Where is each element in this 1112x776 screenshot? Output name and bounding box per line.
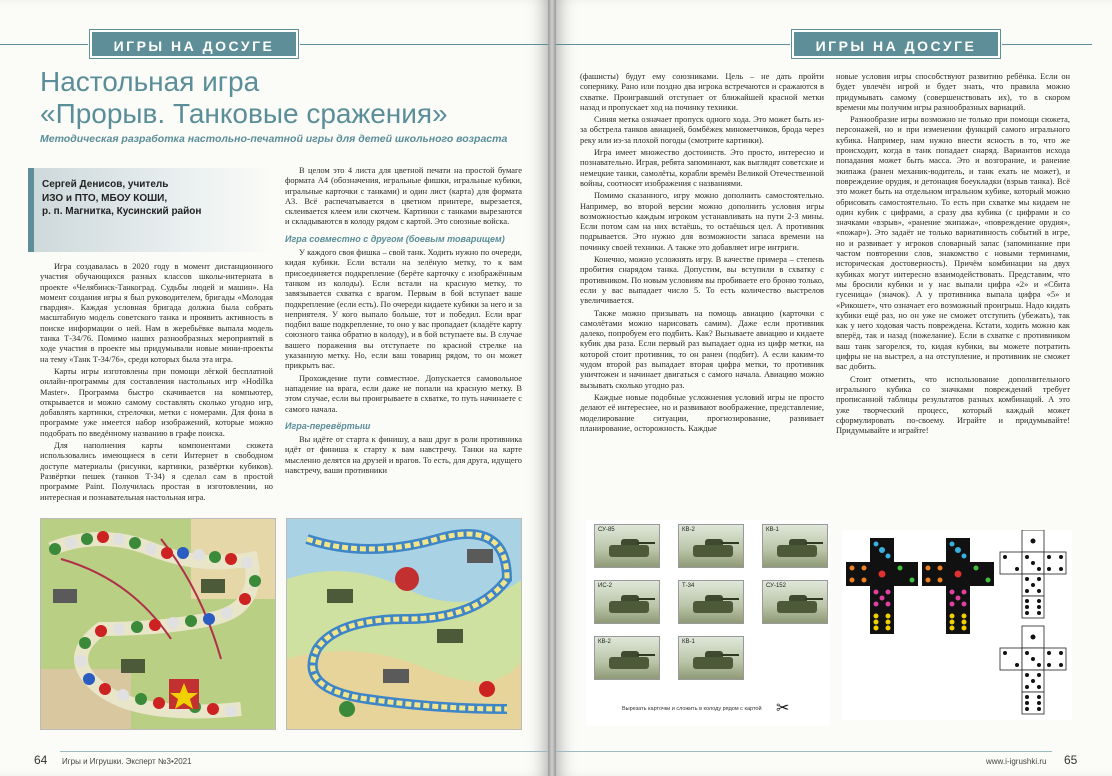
tank-card-label: ИС-2 bbox=[598, 583, 612, 589]
tank-card bbox=[594, 580, 660, 624]
header-rule bbox=[1002, 44, 1092, 45]
tank-card-label: СУ-152 bbox=[766, 583, 786, 589]
tank-card bbox=[594, 636, 660, 680]
author-line: ИЗО и ПТО, МБОУ КОШИ, bbox=[42, 192, 168, 204]
left-column-2 bbox=[285, 166, 522, 512]
tank-card-label: КВ-2 bbox=[598, 639, 611, 645]
paragraph: Разнообразие игры возможно не только при помощи сюжета, персонажей, но и при изменении функций самого игрального кубика. Например, нам нужно внести ясность в то, что же происходит, когда в танк попадает снаряд. Вариантов исхода попадания может быть масса. Это и возгорание, и ранение экипажа (ранен механик-водитель, и танк ехать не может), и повреждение орудия, и детонация боеукладки (взрыв танка). Всё это может быть на отдельном игральном кубике, который можно обрисовать самостоятельно. То есть при схватке мы кидаем не один кубик с цифрами, а сразу два кубика (с цифрами и со значками «взрыв», «ранение экипажа», «повреждение орудия», «пожар»). Это задаёт не только вариативность событий в игре, но и развивает у игроков словарный запас (запоминание при частом повторении слов, знакомство с новыми терминами, историческая достоверность). Причём комбинации на двух кубиках могут интересно взаимодействовать. Представим, что мы бросили кубики и у нас выпали цифра «2» и «Сбита гусеница» (значок). А у противника выпала цифра «5» и «Рикошет», что означает его возможный проигрыш. Надо кидать кубики ещё раз, но он уже не сможет отступить (убежать), так как у него ходовая часть повреждена. Кстати, ходить можно как вперёд, так и назад (пожелание). Если в схватке с противником ваш танк загорелся, то, кидая кубики, вы можете потратить цифры не на выстрел, а на отступление, и противник не сможет вас добить. bbox=[836, 115, 1070, 372]
tank-card bbox=[678, 580, 744, 624]
tank-card-label: СУ-85 bbox=[598, 527, 615, 533]
author-line: р. п. Магнитка, Кусинский район bbox=[42, 206, 202, 217]
paragraph: (фашисты) будут ему союзниками. Цель – не дать пройти сопернику. Рано или поздно два игрока встречаются и сражаются в схватке. Проигравший отступает от ближайшей красной метки назад и пропускает ход на починку техники. bbox=[580, 72, 824, 112]
dice-nets bbox=[842, 530, 1072, 720]
game-board-2-illustration bbox=[287, 519, 522, 730]
paragraph: Помимо сказанного, игру можно дополнить самостоятельно. Например, во второй версии можно дополнить условия игры возможностью каждым игроком устанавливать на пути 2-3 мины. Если потом сам на них встаёшь, то остаёшься цел. А противник подрывается. Это нужно для возможности запаса времени на починку своей техники. А также это добавляет игре интриги. bbox=[580, 191, 824, 252]
page-number-right: 65 bbox=[1064, 753, 1078, 767]
paragraph: В целом это 4 листа для цветной печати на простой бумаге формата А4 (обозначения, игральные фишки, игральные кубики, игральные карточки с танками) и один лист (карта) для формата А3. Всё распечатывается в цветном принтере, вырезается, склеивается клеем или скотчем. Картинки с танками вырезаются и складываются в колоду рядом с картой. Это союзные войска. bbox=[285, 166, 522, 227]
footer-rule bbox=[556, 751, 1052, 752]
cards-caption: Вырезать карточки и сложить в колоду рядом с картой bbox=[622, 706, 762, 712]
article-title bbox=[40, 66, 520, 130]
section-heading: Игра-перевёртыш bbox=[285, 420, 371, 431]
tank-card bbox=[762, 524, 828, 568]
tank-card-label: КВ-2 bbox=[682, 527, 695, 533]
paragraph: Конечно, можно усложнять игру. В качестве примера – степень пробития снарядом танка. Допустим, вы вступили в схватку с противником. По новым условиям вы пробиваете его броню только, если у вас выпадает число 5. То есть количество выстрелов увеличивается. bbox=[580, 255, 824, 306]
paragraph: Каждые новые подобные усложнения условий игры не просто делают её интереснее, но и развивают воображение, представление, моделирование ситуации, прогнозирование, развивает планирование, осторожность. Каждые bbox=[580, 392, 824, 433]
tank-card bbox=[678, 636, 744, 680]
section-header-right: ИГРЫ НА ДОСУГЕ bbox=[792, 30, 1000, 58]
journal-info: Игры и Игрушки. Эксперт №3•2021 bbox=[62, 757, 192, 766]
paragraph: Стоит отметить, что использование дополнительного игрального кубика со значками повреждений требует прописанной таблицы результатов разных комбинаций. А это уже творческий процесс, который каждый может сформулировать по-своему. Играйте и придумывайте! Придумывайте и играйте! bbox=[836, 374, 1070, 436]
scissors-icon: ✂ bbox=[776, 700, 790, 717]
title-line-1: Настольная игра bbox=[40, 66, 260, 97]
paragraph: Для наполнения карты компонентами сюжета использовались имеющиеся в сети Интернет в свободном доступе материалы (рисунки, картинки, развёртки кубиков). Развёртки пешек (танков Т-34) я сделал сам в простой программе Paint. Получилась простая в изготовлении, но интересная и познавательная настольная игра. bbox=[40, 441, 273, 502]
dice-net-illustration bbox=[842, 530, 1072, 720]
game-board-map-1 bbox=[40, 518, 276, 730]
author-box bbox=[28, 168, 272, 252]
paragraph: Игра имеет множество достоинств. Это просто, интересно и познавательно. Играя, ребята запоминают, как выглядят советские и немецкие танки, самолёты, корабли времён Великой Отечественной войны, соотносят изображения с названиями. bbox=[580, 148, 824, 188]
paragraph: Вы идёте от старта к финишу, а ваш друг в роли противника идёт от финиша к старту к вам навстречу. Танки на карте мысленно делятся на друзей и врагов. То есть, для друга, идущего навстречу, ваши противники bbox=[285, 435, 522, 476]
tank-card-label: КВ-1 bbox=[682, 639, 695, 645]
right-column-1 bbox=[580, 72, 824, 512]
header-rule bbox=[300, 44, 548, 45]
right-column-2 bbox=[836, 72, 1070, 512]
section-header-left: ИГРЫ НА ДОСУГЕ bbox=[90, 30, 298, 58]
paragraph: Прохождение пути совместное. Допускается самовольное нападение на врага, если даже не попали на красную метку. В этом случае, если вы проигрываете в схватке, то путь начинаете с самого начала. bbox=[285, 373, 522, 414]
section-heading: Игра совместно с другом (боевым товарищем) bbox=[285, 233, 505, 244]
paragraph: Карты игры изготовлены при помощи лёгкой бесплатной онлайн-программы для составления настольных игр «Hodilka Master». Программа быстро скачивается на компьютер, открывается и можно самому составлять сколько угодно игр, добавлять картинки, стрелочки, метки с номерами. Для фона в программе уже имеется набор изображений, которые можно подобрать по введённому названию в графе поиска. bbox=[40, 366, 273, 438]
footer-rule bbox=[60, 751, 548, 752]
tank-card-label: КВ-1 bbox=[766, 527, 779, 533]
left-page bbox=[0, 0, 548, 776]
header-rule bbox=[556, 44, 790, 45]
author-line: Сергей Денисов, учитель bbox=[42, 179, 169, 190]
right-page bbox=[556, 0, 1112, 776]
author-text bbox=[42, 178, 201, 219]
title-line-2: «Прорыв. Танковые сражения» bbox=[40, 98, 448, 129]
tank-card-label: Т-34 bbox=[682, 583, 695, 589]
tank-card bbox=[762, 580, 828, 624]
paragraph: У каждого своя фишка – свой танк. Ходить нужно по очереди, кидая кубики. Если встали на зелёную метку, то к вам присоединяется подкрепление (берёте карточку с изображённым танком из колоды). Если встали на красную метку, то завязывается схватка с врагом. Первым в бой вступает ваше подкрепление (если есть). По очереди кидаете кубики за него и за неприятеля. У кого выпало больше, тот и победил. Если враг подбил ваше подкрепление, то оно у вас пропадает (кладёте карту союзного танка обратно в колоду), и в бой вступаете вы. В случае вашего поражения вы отступаете по красной стрелке на указанную метку. Но, если ваш товарищ рядом, то он может прикрыть вас. bbox=[285, 248, 522, 371]
tank-card bbox=[594, 524, 660, 568]
game-board-map-2 bbox=[286, 518, 522, 730]
tank-card bbox=[678, 524, 744, 568]
tank-cards-sheet bbox=[586, 520, 830, 726]
left-column-1 bbox=[40, 262, 273, 512]
paragraph: Также можно призывать на помощь авиацию (карточки с самолётами можно нарисовать самим). Даже если противник далеко, попробуем его подбить. Как? Вызываете авиацию и кидаете кубик два раза. Если первый раз выпадает одна из цифр метки, на которой стоит противник, то он ранен (подбит). А если каким-то чудом второй раз выпадает вторая цифра метки, то противник уничтожен и начинает двигаться с самого начала. Авиацию можно вызывать сколько угодно раз. bbox=[580, 308, 824, 390]
page-number-left: 64 bbox=[34, 753, 48, 767]
author-accent bbox=[28, 168, 34, 252]
header-rule bbox=[0, 44, 88, 45]
article-subtitle: Методическая разработка настольно-печатной игры для детей школьного возраста bbox=[40, 133, 508, 145]
paragraph: новые условия игры способствуют развитию ребёнка. Если он будет увлечён игрой и будет знать, что правила можно придумывать самому (совершенствовать их), то в скором времени мы получим игры разнообразных вариаций. bbox=[836, 72, 1070, 112]
website-url: www.i-igrushki.ru bbox=[986, 757, 1047, 766]
spine-gutter bbox=[548, 0, 556, 776]
paragraph: Синяя метка означает пропуск одного хода. Это может быть из-за обстрела танков авиацией, бомбёжек минометчиков, брода через реку или из-за плохой погоды (смотрите картинки). bbox=[580, 115, 824, 145]
paragraph: Игра создавалась в 2020 году в момент дистанционного участия обучающихся разных классов школы-интерната в проекте «Челябинск-Танкоград. Судьбы людей и машин». На момент создания игры я был руководителем, бригады «Молодая гвардия». Каждая условная бригада должна была собрать масштабную модель советского танка и проявить активность в поиске информации о ней. Нам в жеребьёвке выпала модель танка Т-34/76. Помимо наших разнообразных мероприятий в ходе участия в проекте мы придумывали новые мини-проекты на тему «Танк Т-34/76», среди которых была эта игра. bbox=[40, 262, 273, 364]
game-board-1-illustration bbox=[41, 519, 276, 730]
